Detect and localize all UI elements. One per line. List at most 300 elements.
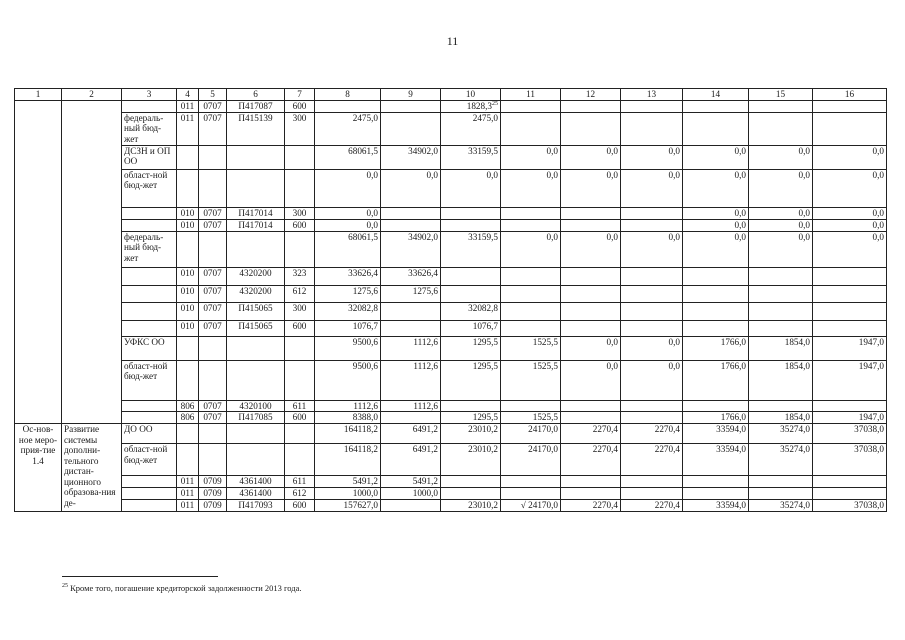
cell-text: Ос-нов-ное меро-прия-тие 1.4 (18, 424, 58, 466)
table-cell (683, 145, 749, 169)
table-cell (501, 444, 561, 476)
cell-text: 0,0 (668, 169, 680, 180)
table-cell (285, 145, 315, 169)
cell-text: 8388,0 (352, 412, 378, 422)
cell-text: 68061,5 (348, 145, 378, 156)
cell-text: 1000,0 (412, 488, 438, 498)
table-cell (122, 231, 177, 267)
table-cell (315, 320, 381, 336)
table-cell (561, 476, 621, 488)
table-cell (199, 476, 227, 488)
table-cell (501, 488, 561, 500)
cell-text: 2475,0 (472, 112, 498, 123)
cell-text: 1076,7 (352, 320, 378, 331)
cell-text: 0,0 (486, 169, 498, 180)
cell-text: 33626,4 (348, 267, 378, 278)
cell-text: 0,0 (798, 169, 810, 180)
cell-text: 35274,0 (780, 444, 810, 454)
table-cell (122, 267, 177, 285)
cell-text: 1112,6 (413, 400, 438, 411)
table-cell (381, 219, 441, 231)
table-cell (749, 424, 813, 444)
table-cell (683, 207, 749, 219)
table-cell (227, 336, 285, 360)
footnote-marker: 25 (62, 583, 68, 590)
cell-text: 2270,4 (592, 444, 618, 454)
cell-text: 1112,6 (353, 400, 378, 411)
cell-text: 4361400 (239, 488, 272, 498)
table-cell (315, 400, 381, 412)
cell-text: 0,0 (872, 207, 884, 218)
cell-text: 0,0 (668, 360, 680, 371)
table-cell (683, 169, 749, 207)
table-cell (285, 207, 315, 219)
table-cell (199, 488, 227, 500)
table-cell (749, 267, 813, 285)
table-cell (227, 424, 285, 444)
table-row (15, 169, 887, 207)
cell-text: 0707 (203, 302, 222, 313)
cell-text: 0,0 (734, 145, 746, 156)
column-header: 6 (227, 89, 285, 101)
table-cell (561, 207, 621, 219)
table-cell (501, 400, 561, 412)
table-cell (813, 488, 887, 500)
cell-text: 0,0 (668, 231, 680, 242)
column-header: 11 (501, 89, 561, 101)
table-cell (561, 336, 621, 360)
cell-text: 0,0 (366, 207, 378, 218)
cell-text: 164118,2 (343, 444, 378, 454)
table-cell (177, 207, 199, 219)
cell-text: 1076,7 (472, 320, 498, 331)
table-cell (621, 207, 683, 219)
cell-text: ДСЗН и ОП ОО (124, 145, 171, 166)
table-cell (199, 400, 227, 412)
cell-text: 0,0 (668, 145, 680, 156)
table-cell (501, 267, 561, 285)
table-cell (561, 500, 621, 512)
cell-text: 1112,6 (413, 360, 438, 371)
table-cell (381, 336, 441, 360)
table-cell (621, 285, 683, 302)
table-cell (285, 101, 315, 113)
table-row (15, 476, 887, 488)
cell-text: 0707 (203, 207, 222, 218)
column-header: 2 (62, 89, 122, 101)
table-cell (441, 400, 501, 412)
table-cell (683, 336, 749, 360)
table-cell (315, 285, 381, 302)
cell-text: 23010,2 (468, 500, 498, 510)
table-cell (177, 320, 199, 336)
table-cell (441, 219, 501, 231)
table-cell (441, 145, 501, 169)
cell-text: 0,0 (798, 145, 810, 156)
table-cell (199, 336, 227, 360)
table-cell (177, 302, 199, 320)
cell-text: 6491,2 (412, 444, 438, 454)
cell-text: 600 (292, 101, 307, 111)
table-cell (621, 267, 683, 285)
table-cell (813, 476, 887, 488)
cell-text: 4320200 (239, 285, 272, 296)
table-cell (227, 500, 285, 512)
cell-text: 0,0 (366, 169, 378, 180)
cell-text: 1947,0 (858, 360, 884, 371)
cell-text: област-ной бюд-жет (124, 360, 168, 381)
table-cell (62, 424, 122, 512)
table-row (15, 101, 887, 113)
cell-text: 5491,2 (412, 476, 438, 486)
table-cell (315, 169, 381, 207)
table-cell (683, 476, 749, 488)
cell-text: 0707 (203, 112, 222, 123)
table-cell (122, 488, 177, 500)
table-cell (199, 412, 227, 424)
cell-text: 0707 (203, 101, 222, 111)
table-row (15, 424, 887, 444)
cell-text: 34902,0 (408, 145, 438, 156)
table-cell (621, 320, 683, 336)
cell-text: 33159,5 (468, 231, 498, 242)
table-cell (285, 476, 315, 488)
table-cell (441, 360, 501, 400)
cell-text: 806 (180, 400, 195, 411)
table-cell (285, 424, 315, 444)
table-cell (227, 169, 285, 207)
cell-text: 1854,0 (784, 412, 810, 422)
cell-text: 010 (180, 267, 195, 278)
table-cell (122, 207, 177, 219)
cell-text: 23010,2 (468, 424, 498, 434)
table-cell (177, 400, 199, 412)
table-cell (621, 360, 683, 400)
table-cell (561, 444, 621, 476)
column-header: 14 (683, 89, 749, 101)
cell-text: П417014 (238, 207, 273, 218)
table-cell (501, 219, 561, 231)
table-cell (285, 267, 315, 285)
table-cell (285, 219, 315, 231)
footnote-divider (62, 576, 218, 577)
cell-text: 37038,0 (854, 500, 884, 510)
table-cell (381, 488, 441, 500)
table-cell (501, 231, 561, 267)
table-cell (285, 488, 315, 500)
table-body (15, 89, 887, 512)
cell-text: 611 (292, 400, 307, 411)
table-cell (381, 444, 441, 476)
table-cell (749, 101, 813, 113)
table-cell (285, 302, 315, 320)
table-cell (749, 112, 813, 145)
table-cell (177, 500, 199, 512)
table-cell (813, 320, 887, 336)
cell-text: 1295,5 (472, 360, 498, 371)
table-cell (315, 219, 381, 231)
table-row (15, 207, 887, 219)
cell-text: 1828,3 (466, 101, 492, 111)
cell-text: 1854,0 (784, 360, 810, 371)
cell-text: 33594,0 (716, 444, 746, 454)
cell-text: ДО ОО (124, 424, 153, 434)
table-cell (813, 412, 887, 424)
table-cell (315, 302, 381, 320)
table-cell (683, 101, 749, 113)
table-cell (561, 231, 621, 267)
table-cell (177, 360, 199, 400)
table-cell (621, 219, 683, 231)
table-cell (122, 101, 177, 113)
table-cell (441, 476, 501, 488)
cell-text: 0,0 (546, 231, 558, 242)
table-cell (501, 360, 561, 400)
budget-table (14, 88, 887, 512)
cell-text: 300 (292, 112, 307, 123)
table-cell (683, 302, 749, 320)
cell-text: 010 (180, 285, 195, 296)
table-cell (749, 412, 813, 424)
cell-text: 0,0 (606, 360, 618, 371)
table-cell (749, 207, 813, 219)
cell-text: УФКС ОО (124, 336, 165, 347)
table-cell (441, 336, 501, 360)
cell-text: 33594,0 (716, 424, 746, 434)
table-cell (285, 336, 315, 360)
table-cell (199, 444, 227, 476)
table-cell (315, 231, 381, 267)
cell-text: 611 (292, 476, 307, 486)
table-cell (122, 112, 177, 145)
table-cell (441, 302, 501, 320)
table-cell (683, 424, 749, 444)
cell-text: 0,0 (668, 336, 680, 347)
table-cell (122, 145, 177, 169)
cell-text: 1295,5 (472, 336, 498, 347)
table-cell (501, 424, 561, 444)
column-header: 5 (199, 89, 227, 101)
cell-text: 1525,5 (532, 360, 558, 371)
table-cell (381, 476, 441, 488)
cell-text: 1947,0 (858, 412, 884, 422)
table-cell (381, 302, 441, 320)
cell-text: П417085 (238, 412, 273, 422)
table-cell (177, 424, 199, 444)
cell-text: 5491,2 (352, 476, 378, 486)
table-cell (441, 231, 501, 267)
table-row (15, 488, 887, 500)
table-cell (177, 145, 199, 169)
table-cell (199, 302, 227, 320)
table-cell (315, 267, 381, 285)
table-cell (315, 145, 381, 169)
page-number: 11 (446, 34, 459, 48)
table-cell (621, 500, 683, 512)
table-cell (561, 360, 621, 400)
table-cell (749, 476, 813, 488)
table-cell (683, 267, 749, 285)
cell-text: федераль-ный бюд-жет (124, 112, 164, 144)
table-cell (813, 101, 887, 113)
table-cell (621, 476, 683, 488)
table-row (15, 336, 887, 360)
cell-text: 2270,4 (654, 444, 680, 454)
table-cell (381, 424, 441, 444)
table-cell (315, 444, 381, 476)
table-cell (227, 302, 285, 320)
cell-text: 0,0 (734, 219, 746, 230)
table-cell (683, 400, 749, 412)
table-cell (441, 207, 501, 219)
table-cell (501, 285, 561, 302)
table-cell (621, 400, 683, 412)
table-cell (227, 101, 285, 113)
table-cell (177, 219, 199, 231)
cell-text: 612 (292, 285, 307, 296)
cell-text: √ 24170,0 (520, 500, 558, 510)
table-cell (381, 285, 441, 302)
cell-text: 1766,0 (720, 360, 746, 371)
table-cell (621, 412, 683, 424)
table-cell (315, 412, 381, 424)
cell-text: 1112,6 (413, 336, 438, 347)
cell-text: област-ной бюд-жет (124, 444, 168, 465)
table-cell (749, 488, 813, 500)
table-row (15, 302, 887, 320)
cell-text: 0707 (203, 400, 222, 411)
footnote-ref: 25 (492, 100, 498, 107)
table-row (15, 267, 887, 285)
table-row (15, 360, 887, 400)
cell-text: 4320200 (239, 267, 272, 278)
cell-text: 1525,5 (532, 336, 558, 347)
cell-text: П417014 (238, 219, 273, 230)
table-cell (177, 412, 199, 424)
table-cell (683, 219, 749, 231)
cell-text: 300 (292, 207, 307, 218)
table-cell (813, 112, 887, 145)
table-cell (199, 424, 227, 444)
column-header: 8 (315, 89, 381, 101)
table-cell (441, 112, 501, 145)
table-cell (813, 145, 887, 169)
table-cell (227, 207, 285, 219)
table-row (15, 112, 887, 145)
cell-text: 600 (292, 412, 307, 422)
table-cell (199, 169, 227, 207)
table-cell (381, 101, 441, 113)
cell-text: 6491,2 (412, 424, 438, 434)
cell-text: 1854,0 (784, 336, 810, 347)
table-cell (177, 336, 199, 360)
table-cell (683, 231, 749, 267)
table-cell (199, 112, 227, 145)
table-cell (227, 219, 285, 231)
table-cell (621, 145, 683, 169)
cell-text: 323 (292, 267, 307, 278)
cell-text: 0707 (203, 219, 222, 230)
cell-text: 1766,0 (720, 412, 746, 422)
cell-text: 35274,0 (780, 424, 810, 434)
table-cell (441, 412, 501, 424)
footnote-text: Кроме того, погашение кредиторской задолженности 2013 года. (70, 583, 302, 593)
table-cell (315, 500, 381, 512)
cell-text: 300 (292, 302, 307, 313)
table-cell (227, 231, 285, 267)
table-cell (441, 488, 501, 500)
table-row (15, 285, 887, 302)
table-cell (561, 112, 621, 145)
cell-text: 33159,5 (468, 145, 498, 156)
cell-text: област-ной бюд-жет (124, 169, 168, 190)
table-cell (501, 476, 561, 488)
cell-text: 32082,8 (348, 302, 378, 313)
table-cell (122, 302, 177, 320)
table-cell (749, 219, 813, 231)
cell-text: 0,0 (872, 231, 884, 242)
table-row (15, 400, 887, 412)
cell-text: 157627,0 (343, 500, 378, 510)
table-cell (813, 444, 887, 476)
table-cell (501, 336, 561, 360)
cell-text: 2270,4 (654, 500, 680, 510)
table-cell (813, 231, 887, 267)
cell-text: 0,0 (798, 231, 810, 242)
cell-text: 0,0 (734, 169, 746, 180)
table-cell (561, 412, 621, 424)
table-cell (177, 444, 199, 476)
table-cell (315, 336, 381, 360)
cell-text: 806 (180, 412, 195, 422)
table-cell (501, 320, 561, 336)
column-header: 15 (749, 89, 813, 101)
table-cell (315, 488, 381, 500)
table-cell (813, 267, 887, 285)
table-cell (122, 476, 177, 488)
cell-text: 1295,5 (472, 412, 498, 422)
cell-text: 4320100 (239, 400, 272, 411)
column-header: 9 (381, 89, 441, 101)
table-cell (561, 267, 621, 285)
table-cell (621, 169, 683, 207)
column-header: 1 (15, 89, 62, 101)
table-cell (683, 500, 749, 512)
table-cell (177, 267, 199, 285)
table-cell (381, 320, 441, 336)
column-header: 7 (285, 89, 315, 101)
table-cell (683, 320, 749, 336)
table-cell (177, 285, 199, 302)
header-row (15, 89, 887, 101)
table-cell (749, 145, 813, 169)
table-row (15, 412, 887, 424)
table-cell (813, 500, 887, 512)
table-cell (199, 267, 227, 285)
table-cell (285, 112, 315, 145)
cell-text: 0,0 (606, 169, 618, 180)
table-cell (441, 267, 501, 285)
table-cell (227, 285, 285, 302)
cell-text: 011 (180, 101, 195, 111)
table-cell (621, 424, 683, 444)
table-cell (227, 476, 285, 488)
cell-text: 600 (292, 219, 307, 230)
cell-text: 33626,4 (408, 267, 438, 278)
column-header: 12 (561, 89, 621, 101)
cell-text: 2270,4 (592, 500, 618, 510)
table-cell (749, 169, 813, 207)
